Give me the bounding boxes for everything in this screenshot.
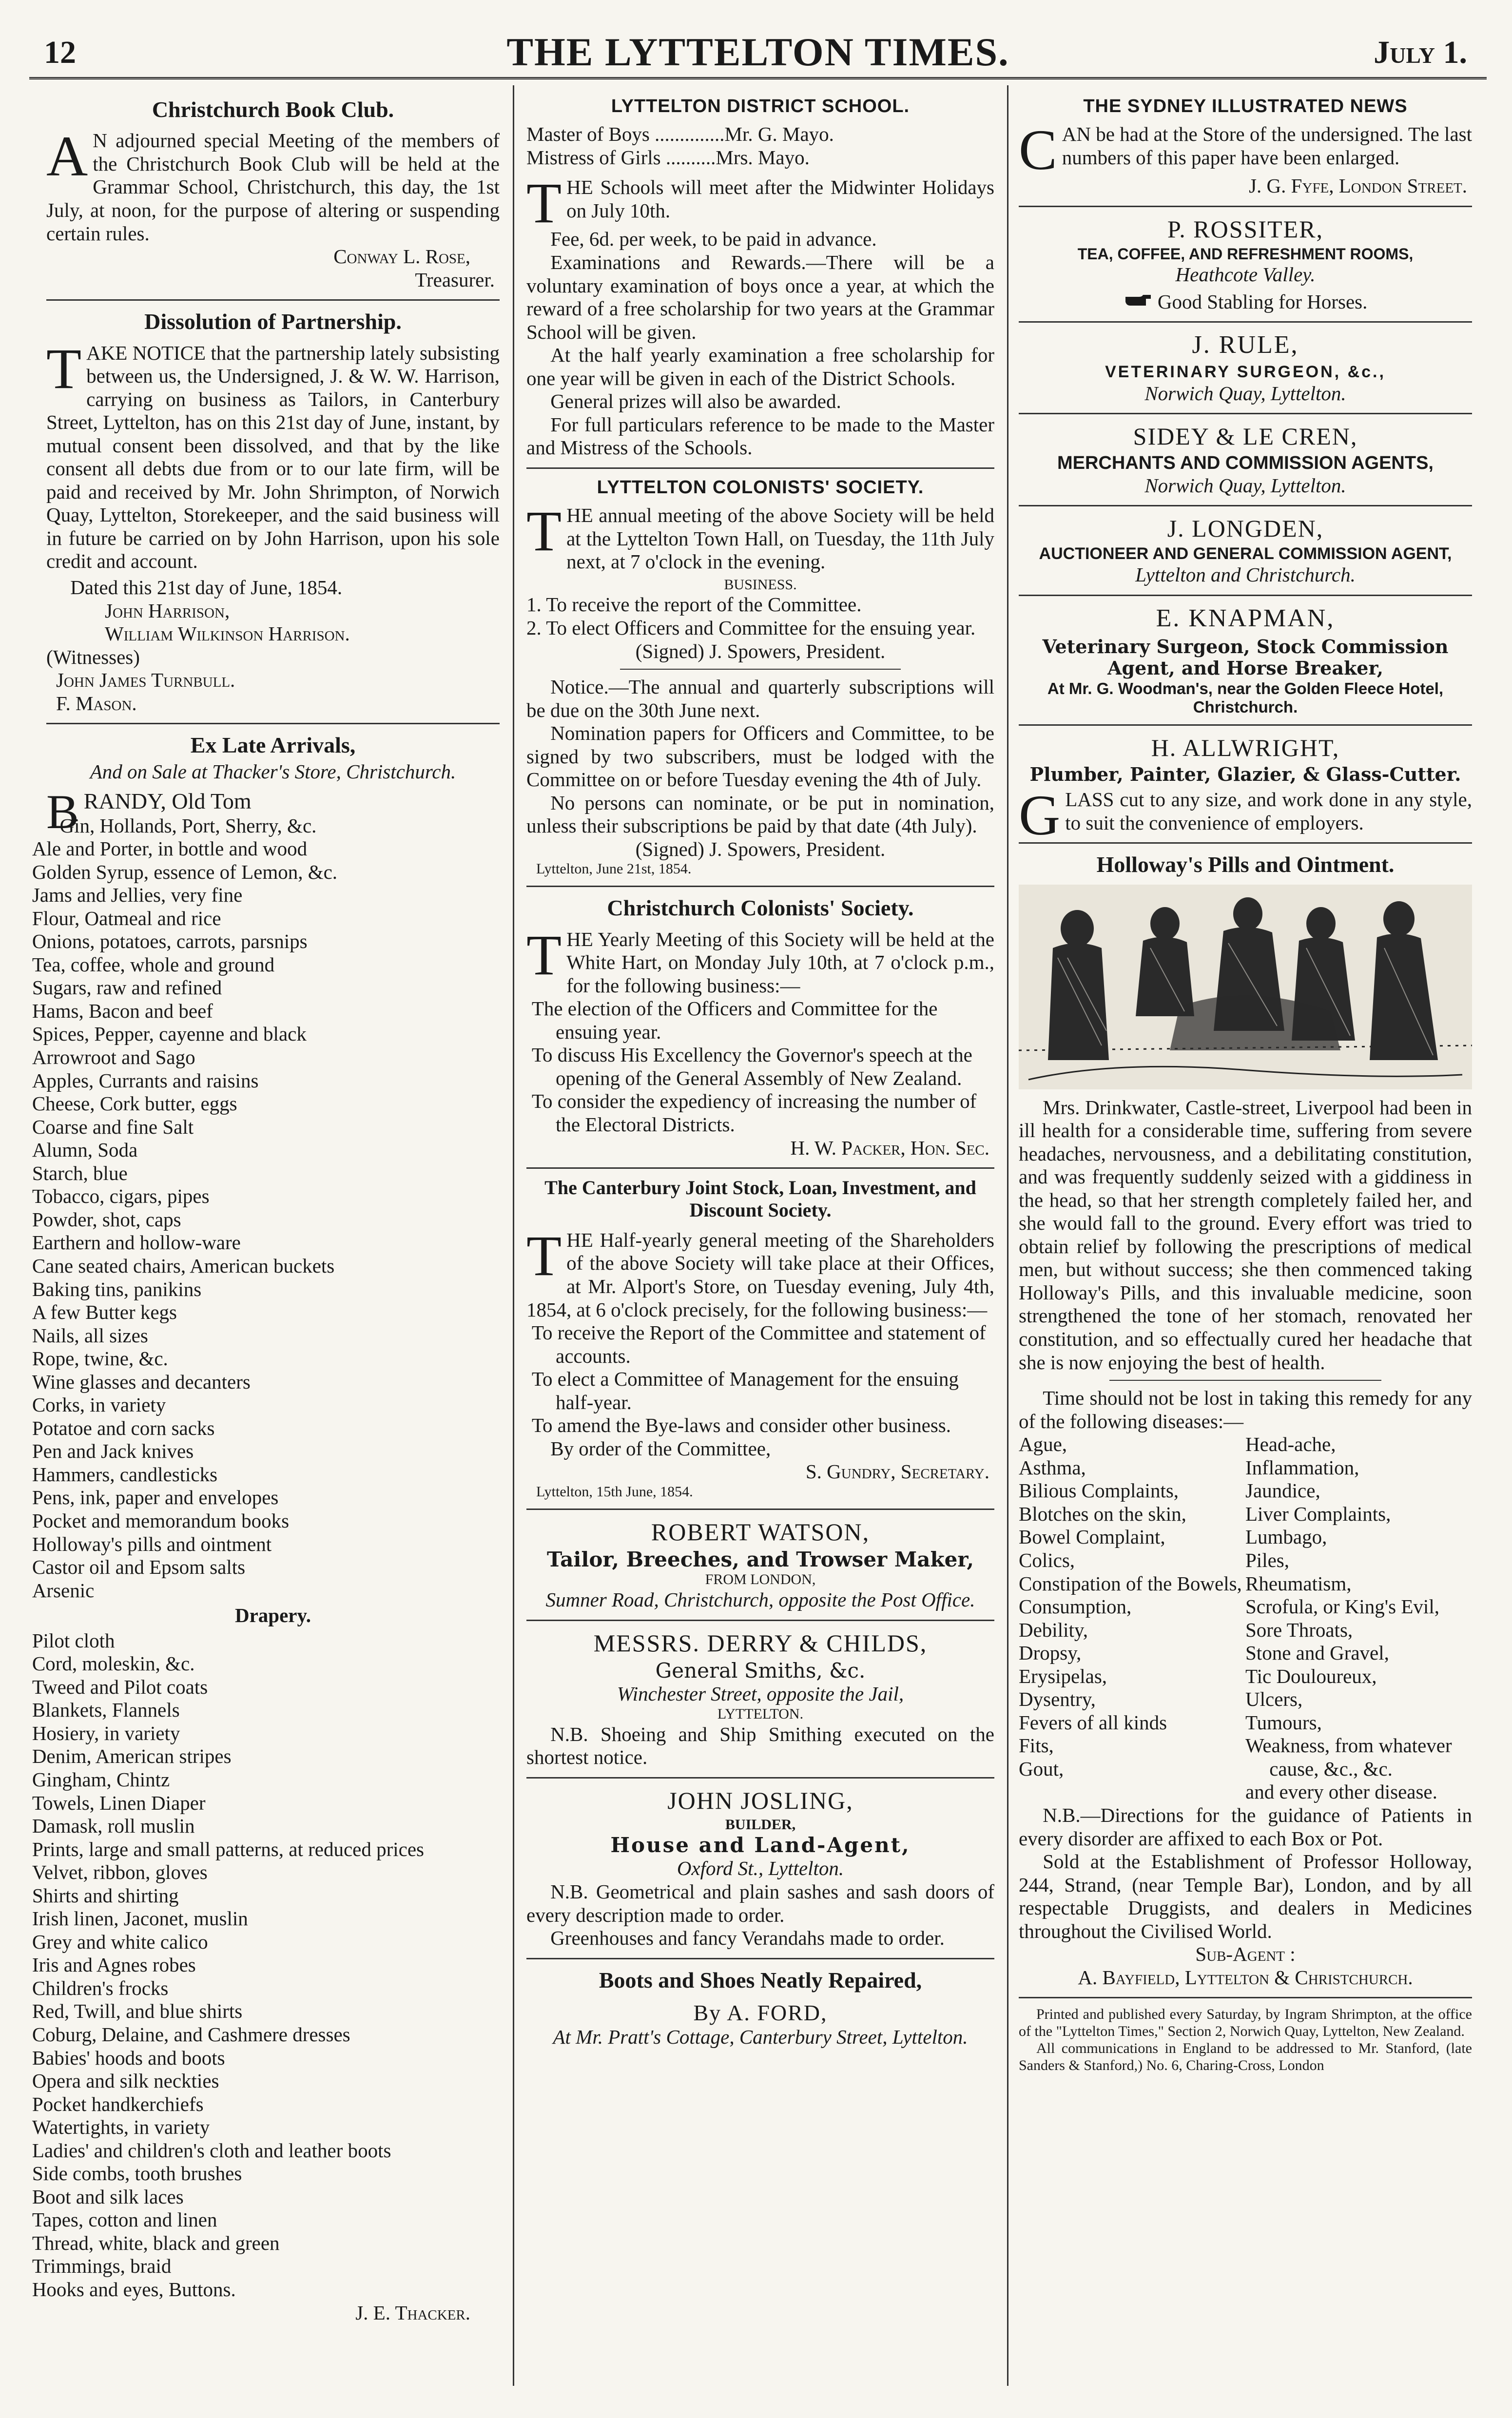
school-p2: Fee, 6d. per week, to be paid in advance. (550, 228, 877, 251)
list-item: Red, Twill, and blue shirts (32, 2000, 243, 2023)
list-item: Corks, in variety (32, 1393, 166, 1416)
list-item: Fits, (1019, 1734, 1054, 1757)
divider (526, 1509, 994, 1510)
derry-trade: General Smiths, &c. (655, 1658, 866, 1683)
list-item: Flour, Oatmeal and rice (32, 907, 221, 929)
book-club-body: N adjourned special Meeting of the members of the Christchurch Book Club will be held at the Grammar School, Christchurch, this day, the 1st July, at noon, for the purpose of altering or suspending certain rules. (46, 129, 500, 245)
divider (620, 669, 901, 670)
rossiter-name: P. ROSSITER, (1167, 215, 1323, 243)
ch-colonists-b1: The election of the Officers and Committee for the ensuing year. (531, 997, 938, 1043)
masthead-rule (29, 77, 1487, 79)
boots-heading: Boots and Shoes Neatly Repaired, (599, 1967, 922, 1992)
dissolution-body: AKE NOTICE that the partnership lately subsisting between us, the Undersigned, J. & W. W. Harrison, carrying on business as Tailors, in Canterbury Street, Lyttelton, has on this 21st day of June, instant, by mutual consent been dissolved, and that by the like consent all debts due from or to our late firm, will be paid and received by Mr. John Shrimpton, of Norwich Quay, Lyttelton, Storekeeper, and the said business will in future be carried on by John Harrison, upon his sole credit and account. (46, 341, 500, 573)
book-club-signer: Conway L. Rose, (333, 245, 470, 268)
colonists-ad (526, 477, 994, 878)
longden-ad (1019, 514, 1472, 587)
sidey-trade: MERCHANTS AND COMMISSION AGENTS, (1057, 453, 1434, 474)
list-item: Coarse and fine Salt (32, 1115, 194, 1138)
list-item: Constipation of the Bowels, (1019, 1572, 1242, 1595)
derry-name: MESSRS. DERRY & CHILDS, (593, 1629, 928, 1657)
josling-agent: House and Land-Agent, (610, 1833, 911, 1857)
allwright-name: H. ALLWRIGHT, (1151, 734, 1340, 762)
book-club-ad (46, 97, 500, 291)
list-item: Pocket and memorandum books (32, 1509, 290, 1532)
arrivals-subheading: And on Sale at Thacker's Store, Christchurch. (90, 760, 456, 783)
sidey-place: Norwich Quay, Lyttelton. (1144, 474, 1346, 497)
list-item: Lumbago, (1245, 1526, 1327, 1548)
boots-ad (526, 1967, 994, 2049)
colonists-signed2: (Signed) J. Spowers, President. (635, 837, 886, 860)
list-item: Wine glasses and decanters (32, 1370, 251, 1393)
joint-stock-b2: To elect a Committee of Management for the ensuing half-year. (531, 1368, 959, 1413)
watson-from: FROM LONDON, (705, 1571, 816, 1588)
page-number: 12 (44, 35, 76, 70)
school-p3: Examinations and Rewards.—There will be a voluntary examination of boys once a year, at which the reward of a free scholarship for two years at the Grammar School will be given. (526, 251, 994, 343)
derry-note: N.B. Shoeing and Ship Smithing executed on the shortest notice. (526, 1722, 994, 1769)
divider (526, 1958, 994, 1959)
list-item: Arrowroot and Sago (32, 1046, 195, 1069)
arrivals-list (32, 814, 500, 1603)
column-3 (1019, 93, 1472, 2074)
holloway-story: Mrs. Drinkwater, Castle-street, Liverpool had been in ill health for a considerable time, suffering from severe headaches, nervousness, and a debilitating constitution, and was frequently suddenly seized with a giddiness in the head, so that her strength completely failed her, and she would fall to the ground. Every effort was tried to obtain relief by following the prescriptions of medical men, but without success; she then commenced taking Holloway's Pills, and this invaluable medicine, soon strengthened the tone of her stomach, renovated her constitution, and so effectually cured her headache that she is now enjoying the best of health. (1019, 1096, 1472, 1373)
colonists-nomination: Nomination papers for Officers and Committee, to be signed by two subscribers, must be lodged with the Committee on or before Tuesday evening the 4th of July. (526, 722, 994, 791)
joint-stock-b3: To amend the Bye-laws and consider other business. (531, 1414, 951, 1437)
pointing-hand-icon (1124, 290, 1153, 314)
boots-address: At Mr. Pratt's Cottage, Canterbury Street, Lyttelton. (553, 2026, 968, 2049)
diseases-left (1019, 1433, 1245, 1804)
sydney-signer: J. G. Fyfe, London Street. (1249, 174, 1467, 197)
drop-cap: G (1019, 783, 1061, 848)
list-item: Sore Throats, (1245, 1618, 1353, 1641)
list-item: Babies' hoods and boots (32, 2046, 225, 2069)
list-item: Watertights, in variety (32, 2116, 210, 2139)
list-item: Opera and silk neckties (32, 2070, 219, 2092)
list-item: Colics, (1019, 1548, 1075, 1571)
watson-ad (526, 1518, 994, 1612)
column-1 (32, 93, 500, 2324)
column-2 (526, 93, 994, 2049)
divider (46, 723, 500, 724)
divider (1019, 1997, 1472, 1998)
list-item: Tapes, cotton and linen (32, 2208, 217, 2231)
list-item: Hooks and eyes, Buttons. (32, 2278, 236, 2301)
list-item: Hams, Bacon and beef (32, 999, 213, 1022)
list-item: Jams and Jellies, very fine (32, 884, 243, 907)
divider (1019, 413, 1472, 414)
divider (526, 1167, 994, 1169)
list-item: Alumn, Soda (32, 1139, 138, 1161)
list-item: Baking tins, panikins (32, 1277, 202, 1300)
arrivals-signer: J. E. Thacker. (355, 2301, 470, 2324)
derry-ad (526, 1629, 994, 1769)
josling-ad (526, 1786, 994, 1950)
divider (1019, 595, 1472, 596)
joint-stock-ad (526, 1177, 994, 1501)
holloway-engraving (1019, 885, 1472, 1089)
list-item: Gout, (1019, 1757, 1064, 1780)
school-master: Master of Boys ..............Mr. G. Mayo. (526, 123, 834, 146)
rossiter-stabling: Good Stabling for Horses. (1157, 290, 1368, 313)
diseases-table (1019, 1433, 1472, 1804)
list-item: and every other disease. (1245, 1780, 1437, 1803)
list-item: Erysipelas, (1019, 1664, 1107, 1687)
list-item: Piles, (1245, 1548, 1289, 1571)
list-item: Ulcers, (1245, 1688, 1303, 1711)
rule-trade: VETERINARY SURGEON, &c., (1105, 363, 1386, 382)
allwright-trade: Plumber, Painter, Glazier, & Glass-Cutter. (1029, 763, 1461, 786)
list-item: Bilious Complaints, (1019, 1479, 1179, 1502)
list-item: Powder, shot, caps (32, 1208, 181, 1231)
list-item: Trimmings, braid (32, 2255, 172, 2278)
book-club-heading: Christchurch Book Club. (152, 97, 394, 122)
knapman-place: At Mr. G. Woodman's, near the Golden Fleece Hotel, Christchurch. (1047, 679, 1444, 716)
witness1: John James Turnbull. (56, 669, 235, 692)
list-item: Grey and white calico (32, 1930, 208, 1953)
list-item: Starch, blue (32, 1161, 128, 1184)
longden-place: Lyttelton and Christchurch. (1135, 563, 1356, 586)
longden-name: J. LONGDEN, (1167, 515, 1324, 542)
rossiter-ad (1019, 215, 1472, 313)
divider (1109, 1380, 1381, 1381)
list-item: A few Butter kegs (32, 1301, 177, 1324)
divider (526, 886, 994, 887)
colonists-business-label: BUSINESS. (724, 576, 797, 593)
list-item: Velvet, ribbon, gloves (32, 1861, 208, 1884)
list-item: Side combs, tooth brushes (32, 2162, 242, 2185)
list-item: Pen and Jack knives (32, 1440, 194, 1463)
sydney-body: AN be had at the Store of the undersigned. The last numbers of this paper have been enlarged. (1062, 123, 1472, 169)
joint-stock-dated: Lyttelton, 15th June, 1854. (536, 1483, 693, 1500)
school-heading: LYTTELTON DISTRICT SCHOOL. (611, 96, 910, 116)
book-club-signer-role: Treasurer. (415, 268, 495, 291)
list-item: Stone and Gravel, (1245, 1642, 1389, 1664)
list-item: Ladies' and children's cloth and leather boots (32, 2139, 391, 2162)
divider (526, 467, 994, 469)
divider (526, 1777, 994, 1779)
knapman-trade: Veterinary Surgeon, Stock Commission Agent, and Horse Breaker, (1042, 636, 1449, 679)
list-item: Earthern and hollow-ware (32, 1231, 241, 1254)
arrivals-first-line: RANDY, Old Tom (83, 789, 252, 814)
drop-cap: T (526, 923, 562, 987)
list-item: Ague, (1019, 1433, 1067, 1456)
divider (1019, 505, 1472, 506)
list-item: Castor oil and Epsom salts (32, 1556, 246, 1579)
joint-stock-order: By order of the Committee, (550, 1437, 771, 1460)
list-item: Dysentry, (1019, 1688, 1096, 1711)
drapery-list (32, 1629, 500, 2302)
divider (1019, 842, 1472, 844)
list-item: Cheese, Cork butter, eggs (32, 1092, 237, 1115)
drop-cap: T (526, 1223, 562, 1288)
list-item: Dropsy, (1019, 1642, 1082, 1664)
holloway-sub-agent: A. Bayfield, Lyttelton & Christchurch. (1078, 1966, 1413, 1989)
list-item: Gingham, Chintz (32, 1768, 170, 1791)
ch-colonists-p1: HE Yearly Meeting of this Society will be held at the White Hart, on Monday July 10th, at 7 o'clock p.m., for the following business:— (566, 928, 994, 997)
colonists-signed1: (Signed) J. Spowers, President. (635, 639, 886, 662)
list-item: Potatoe and corn sacks (32, 1416, 215, 1439)
list-item: Hosiery, in variety (32, 1722, 180, 1744)
list-item: Bowel Complaint, (1019, 1526, 1165, 1548)
watson-address: Sumner Road, Christchurch, opposite the Post Office. (545, 1588, 975, 1611)
holloway-ad (1019, 851, 1472, 1989)
list-item: Liver Complaints, (1245, 1502, 1391, 1525)
derry-address: Winchester Street, opposite the Jail, (617, 1683, 904, 1705)
list-item: Spices, Pepper, cayenne and black (32, 1023, 307, 1045)
ch-colonists-ad (526, 895, 994, 1160)
drapery-heading: Drapery. (235, 1604, 311, 1627)
dissolution-heading: Dissolution of Partnership. (144, 309, 402, 334)
imprint-text: Printed and published every Saturday, by Ingram Shrimpton, at the office of the "Lyttelton Times," Section 2, Norwich Quay, Lyttelton, New Zealand. (1019, 2006, 1472, 2040)
rossiter-trade: TEA, COFFEE, AND REFRESHMENT ROOMS, (1077, 245, 1414, 263)
list-item: Prints, large and small patterns, at reduced prices (32, 1838, 424, 1860)
ch-colonists-heading: Christchurch Colonists' Society. (607, 895, 914, 921)
school-p4: At the half yearly examination a free scholarship for one year will be given in each of the District Schools. (526, 344, 994, 389)
divider (1019, 724, 1472, 726)
sidey-name: SIDEY & LE CREN, (1133, 423, 1358, 450)
masthead (29, 19, 1487, 78)
imprint-text2: All communications in England to be addressed to Mr. Stanford, (late Sanders & Stanford,) No. 6, Charing-Cross, London (1019, 2040, 1472, 2073)
list-item: Hammers, candlesticks (32, 1463, 218, 1486)
joint-stock-p1: HE Half-yearly general meeting of the Shareholders of the above Society will take place at their Offices, at Mr. Alport's Store, on Tuesday evening, July 4th, 1854, at 6 o'clock precisely, for the following business:— (526, 1228, 994, 1321)
list-item: Pilot cloth (32, 1629, 115, 1652)
list-item: Pocket handkerchiefs (32, 2092, 204, 2115)
colonists-p1: HE annual meeting of the above Society will be held at the Lyttelton Town Hall, on Tuesday, the 11th July next, at 7 o'clock in the evening. (566, 504, 994, 573)
dissolution-sig1: John Harrison, (105, 599, 230, 622)
list-item: Tea, coffee, whole and ground (32, 953, 275, 976)
knapman-ad (1019, 604, 1472, 716)
divider (526, 1620, 994, 1621)
dissolution-dated: Dated this 21st day of June, 1854. (70, 576, 343, 599)
list-item: Scrofula, or King's Evil, (1245, 1595, 1439, 1618)
list-item: Denim, American stripes (32, 1745, 232, 1768)
witness2: F. Mason. (56, 692, 137, 715)
drop-cap: B (46, 785, 79, 839)
list-item: Thread, white, black and green (32, 2231, 280, 2254)
list-item: Nails, all sizes (32, 1324, 148, 1347)
list-item: Irish linen, Jaconet, muslin (32, 1907, 248, 1930)
colonists-dated: Lyttelton, June 21st, 1854. (536, 861, 692, 877)
list-item: Gin, Hollands, Port, Sherry, &c. (59, 814, 317, 837)
newspaper-title: THE LYTTELTON TIMES. (506, 30, 1009, 74)
diseases-right (1245, 1433, 1472, 1804)
colonists-heading: LYTTELTON COLONISTS' SOCIETY. (597, 477, 924, 498)
list-item: Damask, roll muslin (32, 1815, 195, 1838)
list-item: Asthma, (1019, 1456, 1086, 1479)
list-item: Consumption, (1019, 1595, 1132, 1618)
josling-note1: N.B. Geometrical and plain sashes and sash doors of every description made to order. (526, 1880, 994, 1926)
list-item: Ale and Porter, in bottle and wood (32, 837, 308, 860)
list-item: Iris and Agnes robes (32, 1954, 196, 1976)
joint-stock-signer: S. Gundry, Secretary. (805, 1460, 989, 1483)
dissolution-ad (46, 309, 500, 715)
school-ad (526, 96, 994, 460)
holloway-sub-agent-label: Sub-Agent : (1195, 1943, 1296, 1966)
drop-cap: C (1019, 118, 1057, 182)
joint-stock-heading: The Canterbury Joint Stock, Loan, Investment, and Discount Society. (544, 1177, 976, 1221)
knapman-name: E. KNAPMAN, (1156, 604, 1335, 633)
rossiter-place: Heathcote Valley. (1175, 263, 1316, 286)
list-item: Cane seated chairs, American buckets (32, 1254, 335, 1277)
list-item: Blotches on the skin, (1019, 1502, 1186, 1525)
rule-ad (1019, 330, 1472, 405)
arrivals-ad (32, 732, 500, 2324)
school-p6: For full particulars reference to be made to the Master and Mistress of the Schools. (526, 413, 994, 459)
column-rule (513, 85, 514, 2386)
list-item: Jaundice, (1245, 1479, 1320, 1502)
drop-cap: T (46, 336, 82, 401)
derry-town: LYTTELTON. (717, 1706, 804, 1722)
list-item: Rope, twine, &c. (32, 1347, 168, 1370)
drop-cap: A (46, 124, 88, 189)
list-item: Debility, (1019, 1618, 1088, 1641)
list-item: Onions, potatoes, carrots, parsnips (32, 930, 308, 953)
list-item: Blankets, Flannels (32, 1699, 180, 1722)
list-item: Golden Syrup, essence of Lemon, &c. (32, 860, 338, 883)
holloway-sold: Sold at the Establishment of Professor Holloway, 244, Strand, (near Temple Bar), London, and by all respectable Druggists, and dealers in Medicines throughout the Civilised World. (1019, 1850, 1472, 1942)
sidey-ad (1019, 422, 1472, 497)
colonists-item1: 1. To receive the report of the Committee. (526, 593, 862, 616)
allwright-body: LASS cut to any size, and work done in any style, to suit the convenience of employers. (1065, 788, 1472, 834)
list-item: Head-ache, (1245, 1433, 1336, 1456)
josling-address: Oxford St., Lyttelton. (677, 1857, 844, 1880)
ch-colonists-signer: H. W. Packer, Hon. Sec. (790, 1136, 989, 1159)
holloway-nb: N.B.—Directions for the guidance of Patients in every disorder are affixed to each Box or Pot. (1019, 1803, 1472, 1850)
school-p5: General prizes will also be awarded. (550, 390, 841, 413)
drop-cap: T (526, 171, 562, 235)
issue-date: July 1. (1374, 35, 1467, 70)
sydney-heading: THE SYDNEY ILLUSTRATED NEWS (1083, 96, 1408, 116)
watson-trade: Tailor, Breeches, and Trowser Maker, (546, 1547, 974, 1571)
colonists-notice: Notice.—The annual and quarterly subscriptions will be due on the 30th June next. (526, 676, 994, 721)
josling-trade: BUILDER, (725, 1816, 796, 1833)
list-item: Children's frocks (32, 1976, 169, 1999)
dissolution-sig2: William Wilkinson Harrison. (105, 622, 350, 645)
colonists-no-person: No persons can nominate, or be put in nomination, unless their subscriptions be paid by that date (4th July). (526, 791, 994, 837)
divider (46, 299, 500, 301)
list-item: Inflammation, (1245, 1456, 1359, 1479)
divider (1019, 206, 1472, 207)
list-item: Fevers of all kinds (1019, 1711, 1167, 1734)
ch-colonists-b3: To consider the expediency of increasing the number of the Electoral Districts. (531, 1090, 977, 1136)
list-item: Sugars, raw and refined (32, 976, 222, 999)
list-item: Apples, Currants and raisins (32, 1069, 259, 1092)
list-item: Tic Douloureux, (1245, 1664, 1377, 1687)
school-mistress: Mistress of Girls ..........Mrs. Mayo. (526, 146, 810, 169)
watson-name: ROBERT WATSON, (651, 1518, 870, 1546)
longden-trade: AUCTIONEER AND GENERAL COMMISSION AGENT, (1039, 544, 1452, 563)
holloway-heading: Holloway's Pills and Ointment. (1096, 852, 1395, 877)
list-item: Boot and silk laces (32, 2185, 184, 2208)
list-item: Holloway's pills and ointment (32, 1532, 272, 1555)
list-item: Coburg, Delaine, and Cashmere dresses (32, 2023, 350, 2046)
imprint (1019, 2006, 1472, 2074)
ch-colonists-b2: To discuss His Excellency the Governor's speech at the opening of the General Assembly of New Zealand. (531, 1044, 972, 1089)
sydney-ad (1019, 96, 1472, 198)
column-rule (1007, 85, 1008, 2386)
list-item: Rheumatism, (1245, 1572, 1352, 1595)
colonists-item2: 2. To elect Officers and Committee for the ensuing year. (526, 617, 976, 639)
holloway-time: Time should not be lost in taking this remedy for any of the following diseases:— (1019, 1387, 1472, 1432)
witnesses-label: (Witnesses) (46, 645, 140, 668)
rule-name: J. RULE, (1192, 331, 1299, 359)
list-item: Tumours, (1245, 1711, 1322, 1734)
drop-cap: T (526, 499, 562, 563)
josling-note2: Greenhouses and fancy Verandahs made to order. (550, 1927, 945, 1950)
list-item: Shirts and shirting (32, 1884, 179, 1907)
list-item: Tobacco, cigars, pipes (32, 1185, 210, 1208)
list-item: Towels, Linen Diaper (32, 1791, 206, 1814)
school-p1: HE Schools will meet after the Midwinter Holidays on July 10th. (566, 176, 994, 222)
allwright-ad (1019, 734, 1472, 848)
divider (1019, 321, 1472, 323)
arrivals-heading: Ex Late Arrivals, (190, 733, 356, 758)
boots-by: By A. FORD, (693, 2000, 828, 2025)
list-item: Pens, ink, paper and envelopes (32, 1486, 279, 1509)
list-item: Weakness, from whatever cause, &c., &c. (1245, 1734, 1452, 1780)
list-item: Arsenic (32, 1579, 95, 1602)
josling-name: JOHN JOSLING, (667, 1786, 853, 1814)
joint-stock-b1: To receive the Report of the Committee and statement of accounts. (531, 1321, 986, 1367)
rule-place: Norwich Quay, Lyttelton. (1144, 382, 1346, 405)
list-item: Cord, moleskin, &c. (32, 1652, 195, 1675)
list-item: Tweed and Pilot coats (32, 1675, 208, 1698)
